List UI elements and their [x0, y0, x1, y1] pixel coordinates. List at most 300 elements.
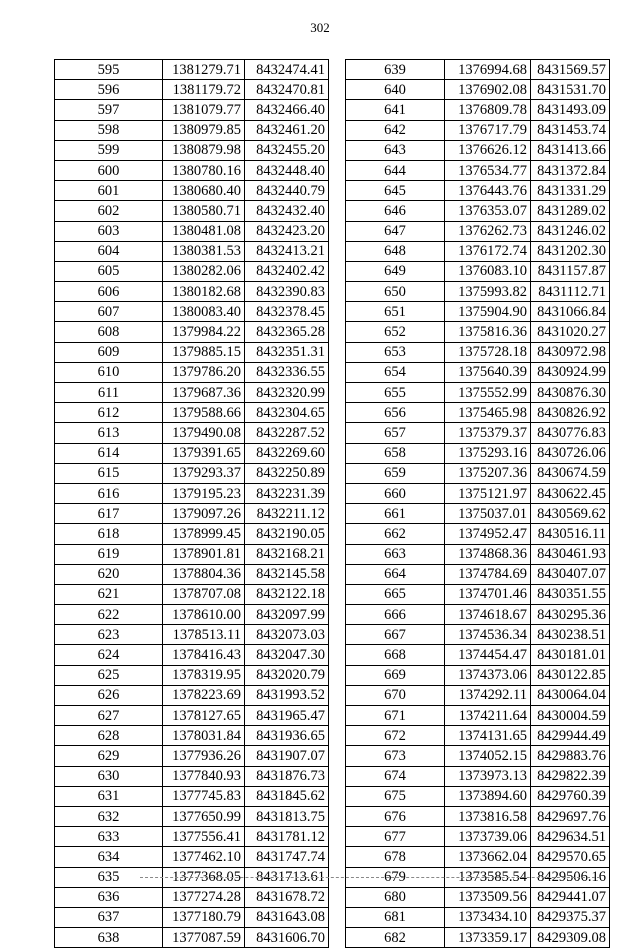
table-row [55, 140, 329, 160]
point-number-cell: 649 [346, 261, 445, 281]
table-row [55, 160, 329, 180]
table-row [55, 746, 329, 766]
table-row [346, 160, 610, 180]
point-number-cell: 650 [346, 282, 445, 302]
coordinates-table-left [54, 59, 329, 948]
table-row [55, 928, 329, 948]
x-coordinate-cell: 1380083.40 [163, 302, 245, 322]
point-number-cell: 635 [55, 867, 163, 887]
x-coordinate-cell: 1379786.20 [163, 362, 245, 382]
point-number-cell: 672 [346, 726, 445, 746]
y-coordinate-cell: 8432466.40 [245, 100, 329, 120]
point-number-cell: 622 [55, 605, 163, 625]
y-coordinate-cell: 8430924.99 [531, 362, 610, 382]
table-row [55, 665, 329, 685]
y-coordinate-cell: 8431493.09 [531, 100, 610, 120]
table-row [346, 564, 610, 584]
x-coordinate-cell: 1380481.08 [163, 221, 245, 241]
table-row [346, 423, 610, 443]
y-coordinate-cell: 8432474.41 [245, 60, 329, 80]
point-number-cell: 670 [346, 685, 445, 705]
y-coordinate-cell: 8430122.85 [531, 665, 610, 685]
table-row [346, 706, 610, 726]
point-number-cell: 619 [55, 544, 163, 564]
y-coordinate-cell: 8432448.40 [245, 160, 329, 180]
point-number-cell: 626 [55, 685, 163, 705]
table-row [55, 60, 329, 80]
table-row [346, 786, 610, 806]
table-row [55, 403, 329, 423]
point-number-cell: 676 [346, 806, 445, 826]
y-coordinate-cell: 8432378.45 [245, 302, 329, 322]
point-number-cell: 618 [55, 524, 163, 544]
table-row [346, 544, 610, 564]
table-row [346, 60, 610, 80]
x-coordinate-cell: 1374454.47 [445, 645, 531, 665]
point-number-cell: 614 [55, 443, 163, 463]
point-number-cell: 657 [346, 423, 445, 443]
y-coordinate-cell: 8432320.99 [245, 383, 329, 403]
x-coordinate-cell: 1377745.83 [163, 786, 245, 806]
y-coordinate-cell: 8430181.01 [531, 645, 610, 665]
table-row [346, 140, 610, 160]
point-number-cell: 675 [346, 786, 445, 806]
point-number-cell: 599 [55, 140, 163, 160]
table-row [55, 564, 329, 584]
point-number-cell: 678 [346, 847, 445, 867]
point-number-cell: 644 [346, 160, 445, 180]
table-row [55, 241, 329, 261]
y-coordinate-cell: 8432390.83 [245, 282, 329, 302]
x-coordinate-cell: 1376353.07 [445, 201, 531, 221]
point-number-cell: 668 [346, 645, 445, 665]
point-number-cell: 651 [346, 302, 445, 322]
point-number-cell: 643 [346, 140, 445, 160]
y-coordinate-cell: 8432432.40 [245, 201, 329, 221]
y-coordinate-cell: 8432413.21 [245, 241, 329, 261]
table-row [346, 80, 610, 100]
y-coordinate-cell: 8430351.55 [531, 584, 610, 604]
table-row [346, 827, 610, 847]
x-coordinate-cell: 1379687.36 [163, 383, 245, 403]
x-coordinate-cell: 1376443.76 [445, 181, 531, 201]
y-coordinate-cell: 8429506.16 [531, 867, 610, 887]
y-coordinate-cell: 8429760.39 [531, 786, 610, 806]
x-coordinate-cell: 1373739.06 [445, 827, 531, 847]
x-coordinate-cell: 1373509.56 [445, 887, 531, 907]
x-coordinate-cell: 1380580.71 [163, 201, 245, 221]
point-number-cell: 677 [346, 827, 445, 847]
table-row [346, 726, 610, 746]
table-row [346, 907, 610, 927]
point-number-cell: 608 [55, 322, 163, 342]
table-row [55, 423, 329, 443]
point-number-cell: 667 [346, 625, 445, 645]
y-coordinate-cell: 8430238.51 [531, 625, 610, 645]
table-row [346, 100, 610, 120]
point-number-cell: 613 [55, 423, 163, 443]
x-coordinate-cell: 1374536.34 [445, 625, 531, 645]
x-coordinate-cell: 1373434.10 [445, 907, 531, 927]
point-number-cell: 680 [346, 887, 445, 907]
point-number-cell: 628 [55, 726, 163, 746]
point-number-cell: 663 [346, 544, 445, 564]
table-row [346, 685, 610, 705]
y-coordinate-cell: 8431202.30 [531, 241, 610, 261]
point-number-cell: 660 [346, 483, 445, 503]
x-coordinate-cell: 1376809.78 [445, 100, 531, 120]
x-coordinate-cell: 1379293.37 [163, 463, 245, 483]
y-coordinate-cell: 8431569.57 [531, 60, 610, 80]
table-row [55, 685, 329, 705]
table-row [55, 544, 329, 564]
point-number-cell: 633 [55, 827, 163, 847]
point-number-cell: 659 [346, 463, 445, 483]
table-row [55, 726, 329, 746]
table-row [346, 665, 610, 685]
y-coordinate-cell: 8432423.20 [245, 221, 329, 241]
y-coordinate-cell: 8430972.98 [531, 342, 610, 362]
point-number-cell: 656 [346, 403, 445, 423]
table-row [346, 282, 610, 302]
y-coordinate-cell: 8432455.20 [245, 140, 329, 160]
table-row [55, 887, 329, 907]
x-coordinate-cell: 1378999.45 [163, 524, 245, 544]
point-number-cell: 679 [346, 867, 445, 887]
x-coordinate-cell: 1376534.77 [445, 160, 531, 180]
y-coordinate-cell: 8431331.29 [531, 181, 610, 201]
y-coordinate-cell: 8429570.65 [531, 847, 610, 867]
table-row [55, 605, 329, 625]
point-number-cell: 611 [55, 383, 163, 403]
y-coordinate-cell: 8431876.73 [245, 766, 329, 786]
x-coordinate-cell: 1379097.26 [163, 504, 245, 524]
point-number-cell: 645 [346, 181, 445, 201]
y-coordinate-cell: 8431112.71 [531, 282, 610, 302]
x-coordinate-cell: 1379984.22 [163, 322, 245, 342]
x-coordinate-cell: 1375816.36 [445, 322, 531, 342]
point-number-cell: 658 [346, 443, 445, 463]
y-coordinate-cell: 8430295.36 [531, 605, 610, 625]
x-coordinate-cell: 1378416.43 [163, 645, 245, 665]
x-coordinate-cell: 1374211.64 [445, 706, 531, 726]
y-coordinate-cell: 8431157.87 [531, 261, 610, 281]
point-number-cell: 595 [55, 60, 163, 80]
table-row [346, 403, 610, 423]
x-coordinate-cell: 1375728.18 [445, 342, 531, 362]
point-number-cell: 602 [55, 201, 163, 221]
y-coordinate-cell: 8429883.76 [531, 746, 610, 766]
y-coordinate-cell: 8432402.42 [245, 261, 329, 281]
x-coordinate-cell: 1378610.00 [163, 605, 245, 625]
y-coordinate-cell: 8432122.18 [245, 584, 329, 604]
table-row [346, 302, 610, 322]
x-coordinate-cell: 1373973.13 [445, 766, 531, 786]
x-coordinate-cell: 1374618.67 [445, 605, 531, 625]
x-coordinate-cell: 1379885.15 [163, 342, 245, 362]
table-row [346, 241, 610, 261]
table-row [55, 201, 329, 221]
table-row [346, 847, 610, 867]
point-number-cell: 640 [346, 80, 445, 100]
y-coordinate-cell: 8430064.04 [531, 685, 610, 705]
table-row [55, 645, 329, 665]
y-coordinate-cell: 8431907.07 [245, 746, 329, 766]
point-number-cell: 623 [55, 625, 163, 645]
y-coordinate-cell: 8431713.61 [245, 867, 329, 887]
table-row [346, 463, 610, 483]
table-row [55, 221, 329, 241]
x-coordinate-cell: 1380282.06 [163, 261, 245, 281]
x-coordinate-cell: 1377462.10 [163, 847, 245, 867]
table-row [55, 504, 329, 524]
x-coordinate-cell: 1373359.17 [445, 928, 531, 948]
y-coordinate-cell: 8431781.12 [245, 827, 329, 847]
y-coordinate-cell: 8431531.70 [531, 80, 610, 100]
point-number-cell: 681 [346, 907, 445, 927]
x-coordinate-cell: 1378223.69 [163, 685, 245, 705]
x-coordinate-cell: 1375121.97 [445, 483, 531, 503]
x-coordinate-cell: 1377274.28 [163, 887, 245, 907]
y-coordinate-cell: 8431606.70 [245, 928, 329, 948]
table-row [55, 120, 329, 140]
y-coordinate-cell: 8430461.93 [531, 544, 610, 564]
x-coordinate-cell: 1377087.59 [163, 928, 245, 948]
y-coordinate-cell: 8432287.52 [245, 423, 329, 443]
y-coordinate-cell: 8431020.27 [531, 322, 610, 342]
table-row [55, 362, 329, 382]
point-number-cell: 669 [346, 665, 445, 685]
point-number-cell: 655 [346, 383, 445, 403]
y-coordinate-cell: 8431965.47 [245, 706, 329, 726]
point-number-cell: 673 [346, 746, 445, 766]
point-number-cell: 638 [55, 928, 163, 948]
point-number-cell: 641 [346, 100, 445, 120]
point-number-cell: 653 [346, 342, 445, 362]
y-coordinate-cell: 8431747.74 [245, 847, 329, 867]
table-row [55, 847, 329, 867]
y-coordinate-cell: 8432211.12 [245, 504, 329, 524]
point-number-cell: 621 [55, 584, 163, 604]
point-number-cell: 603 [55, 221, 163, 241]
footer-rule [140, 877, 600, 878]
x-coordinate-cell: 1374052.15 [445, 746, 531, 766]
y-coordinate-cell: 8430776.83 [531, 423, 610, 443]
table-row [346, 483, 610, 503]
x-coordinate-cell: 1375904.90 [445, 302, 531, 322]
x-coordinate-cell: 1378513.11 [163, 625, 245, 645]
table-row [55, 443, 329, 463]
point-number-cell: 624 [55, 645, 163, 665]
y-coordinate-cell: 8432461.20 [245, 120, 329, 140]
y-coordinate-cell: 8430876.30 [531, 383, 610, 403]
point-number-cell: 674 [346, 766, 445, 786]
point-number-cell: 631 [55, 786, 163, 806]
y-coordinate-cell: 8432047.30 [245, 645, 329, 665]
x-coordinate-cell: 1373662.04 [445, 847, 531, 867]
x-coordinate-cell: 1377556.41 [163, 827, 245, 847]
table-row [346, 383, 610, 403]
y-coordinate-cell: 8432073.03 [245, 625, 329, 645]
y-coordinate-cell: 8431845.62 [245, 786, 329, 806]
table-row [55, 463, 329, 483]
table-row [346, 443, 610, 463]
y-coordinate-cell: 8432250.89 [245, 463, 329, 483]
x-coordinate-cell: 1376083.10 [445, 261, 531, 281]
x-coordinate-cell: 1373585.54 [445, 867, 531, 887]
point-number-cell: 639 [346, 60, 445, 80]
x-coordinate-cell: 1378319.95 [163, 665, 245, 685]
y-coordinate-cell: 8432336.55 [245, 362, 329, 382]
table-row [55, 584, 329, 604]
point-number-cell: 637 [55, 907, 163, 927]
y-coordinate-cell: 8431413.66 [531, 140, 610, 160]
point-number-cell: 629 [55, 746, 163, 766]
x-coordinate-cell: 1373816.58 [445, 806, 531, 826]
x-coordinate-cell: 1380780.16 [163, 160, 245, 180]
y-coordinate-cell: 8430516.11 [531, 524, 610, 544]
y-coordinate-cell: 8431936.65 [245, 726, 329, 746]
table-row [346, 261, 610, 281]
y-coordinate-cell: 8429697.76 [531, 806, 610, 826]
x-coordinate-cell: 1378031.84 [163, 726, 245, 746]
page-number: 302 [310, 20, 330, 35]
point-number-cell: 617 [55, 504, 163, 524]
x-coordinate-cell: 1377840.93 [163, 766, 245, 786]
y-coordinate-cell: 8429944.49 [531, 726, 610, 746]
point-number-cell: 600 [55, 160, 163, 180]
y-coordinate-cell: 8431453.74 [531, 120, 610, 140]
x-coordinate-cell: 1375465.98 [445, 403, 531, 423]
point-number-cell: 615 [55, 463, 163, 483]
y-coordinate-cell: 8432304.65 [245, 403, 329, 423]
x-coordinate-cell: 1376262.73 [445, 221, 531, 241]
table-row [55, 282, 329, 302]
x-coordinate-cell: 1379195.23 [163, 483, 245, 503]
point-number-cell: 609 [55, 342, 163, 362]
y-coordinate-cell: 8432168.21 [245, 544, 329, 564]
y-coordinate-cell: 8432269.60 [245, 443, 329, 463]
table-row [55, 261, 329, 281]
x-coordinate-cell: 1380879.98 [163, 140, 245, 160]
table-row [346, 625, 610, 645]
x-coordinate-cell: 1374292.11 [445, 685, 531, 705]
point-number-cell: 606 [55, 282, 163, 302]
y-coordinate-cell: 8430569.62 [531, 504, 610, 524]
y-coordinate-cell: 8429441.07 [531, 887, 610, 907]
y-coordinate-cell: 8429309.08 [531, 928, 610, 948]
x-coordinate-cell: 1378127.65 [163, 706, 245, 726]
point-number-cell: 664 [346, 564, 445, 584]
y-coordinate-cell: 8432470.81 [245, 80, 329, 100]
table-row [55, 383, 329, 403]
x-coordinate-cell: 1376172.74 [445, 241, 531, 261]
y-coordinate-cell: 8432097.99 [245, 605, 329, 625]
point-number-cell: 605 [55, 261, 163, 281]
table-row [55, 827, 329, 847]
x-coordinate-cell: 1374868.36 [445, 544, 531, 564]
x-coordinate-cell: 1381179.72 [163, 80, 245, 100]
point-number-cell: 597 [55, 100, 163, 120]
x-coordinate-cell: 1380979.85 [163, 120, 245, 140]
table-row [55, 100, 329, 120]
point-number-cell: 627 [55, 706, 163, 726]
point-number-cell: 646 [346, 201, 445, 221]
y-coordinate-cell: 8430407.07 [531, 564, 610, 584]
point-number-cell: 604 [55, 241, 163, 261]
point-number-cell: 662 [346, 524, 445, 544]
table-row [55, 766, 329, 786]
x-coordinate-cell: 1378901.81 [163, 544, 245, 564]
table-row [55, 706, 329, 726]
y-coordinate-cell: 8432145.58 [245, 564, 329, 584]
point-number-cell: 636 [55, 887, 163, 907]
x-coordinate-cell: 1379588.66 [163, 403, 245, 423]
y-coordinate-cell: 8431246.02 [531, 221, 610, 241]
x-coordinate-cell: 1376626.12 [445, 140, 531, 160]
point-number-cell: 598 [55, 120, 163, 140]
point-number-cell: 634 [55, 847, 163, 867]
point-number-cell: 682 [346, 928, 445, 948]
point-number-cell: 654 [346, 362, 445, 382]
table-row [346, 524, 610, 544]
x-coordinate-cell: 1377936.26 [163, 746, 245, 766]
table-row [346, 221, 610, 241]
table-row [55, 342, 329, 362]
y-coordinate-cell: 8432190.05 [245, 524, 329, 544]
point-number-cell: 666 [346, 605, 445, 625]
y-coordinate-cell: 8431993.52 [245, 685, 329, 705]
y-coordinate-cell: 8431643.08 [245, 907, 329, 927]
table-row [346, 504, 610, 524]
table-row [346, 362, 610, 382]
point-number-cell: 665 [346, 584, 445, 604]
table-row [346, 120, 610, 140]
point-number-cell: 625 [55, 665, 163, 685]
y-coordinate-cell: 8429375.37 [531, 907, 610, 927]
table-row [346, 584, 610, 604]
table-row [55, 907, 329, 927]
point-number-cell: 616 [55, 483, 163, 503]
point-number-cell: 596 [55, 80, 163, 100]
y-coordinate-cell: 8429634.51 [531, 827, 610, 847]
table-row [55, 181, 329, 201]
y-coordinate-cell: 8431813.75 [245, 806, 329, 826]
table-row [55, 483, 329, 503]
x-coordinate-cell: 1375207.36 [445, 463, 531, 483]
x-coordinate-cell: 1374701.46 [445, 584, 531, 604]
x-coordinate-cell: 1377368.05 [163, 867, 245, 887]
point-number-cell: 661 [346, 504, 445, 524]
x-coordinate-cell: 1375037.01 [445, 504, 531, 524]
x-coordinate-cell: 1376902.08 [445, 80, 531, 100]
x-coordinate-cell: 1377650.99 [163, 806, 245, 826]
x-coordinate-cell: 1377180.79 [163, 907, 245, 927]
point-number-cell: 607 [55, 302, 163, 322]
x-coordinate-cell: 1379490.08 [163, 423, 245, 443]
table-row [346, 201, 610, 221]
y-coordinate-cell: 8430622.45 [531, 483, 610, 503]
y-coordinate-cell: 8431066.84 [531, 302, 610, 322]
point-number-cell: 630 [55, 766, 163, 786]
point-number-cell: 647 [346, 221, 445, 241]
table-row [55, 322, 329, 342]
table-row [346, 645, 610, 665]
coordinates-table-right [345, 59, 610, 948]
table-row [55, 625, 329, 645]
table-row [346, 806, 610, 826]
x-coordinate-cell: 1375993.82 [445, 282, 531, 302]
